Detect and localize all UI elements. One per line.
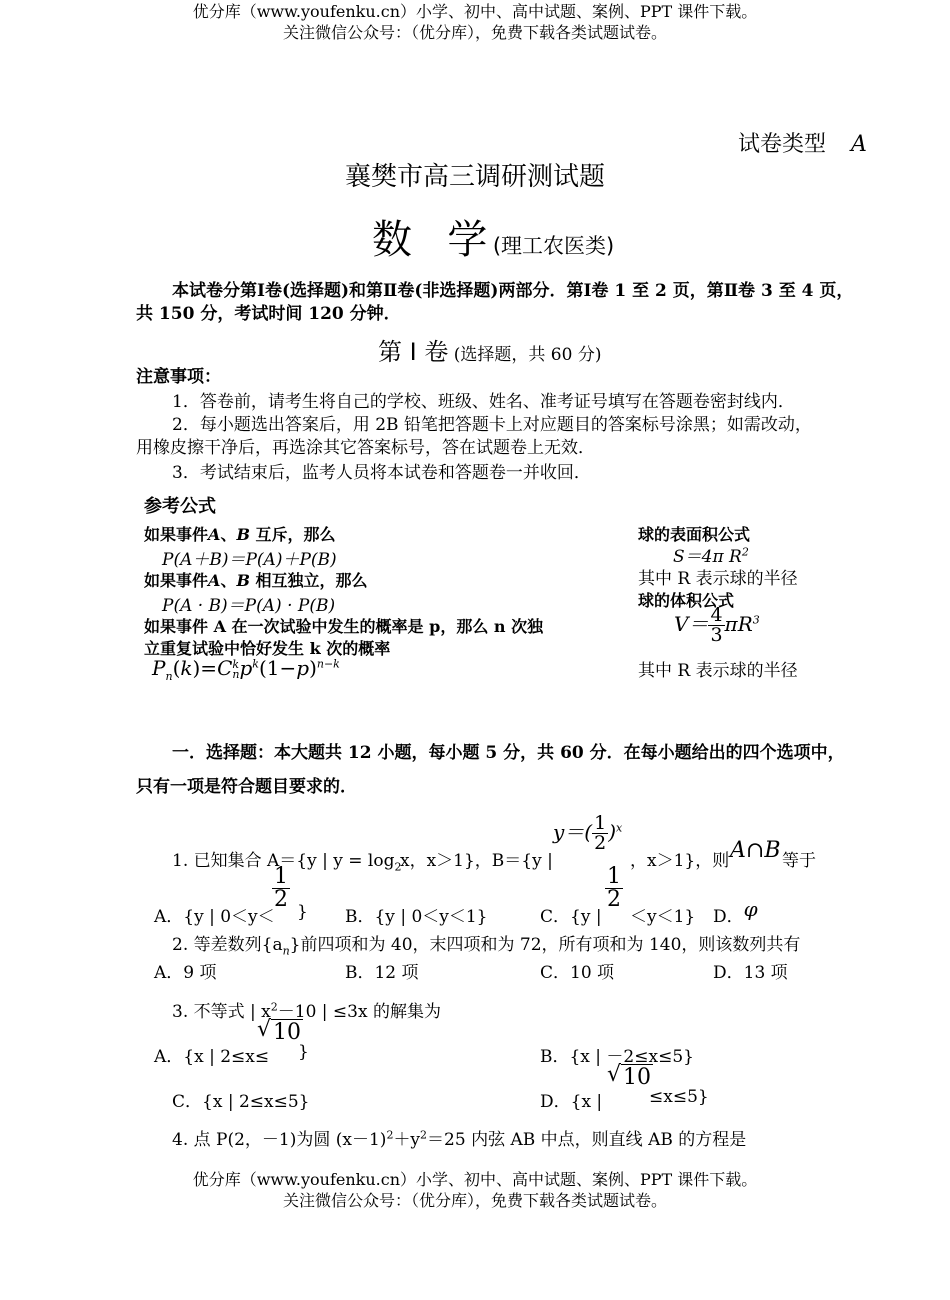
formula-3-expr: $P_n(k)=C$ k n $p^k(1-p)^{n-k}$ [152, 656, 340, 683]
q4-stem-a: 4. 点 P(2，－1)为圆 (x－1) [172, 1130, 387, 1150]
q1-stem-c: ，x＞1}，则 [630, 851, 730, 871]
q1-option-d[interactable] [713, 897, 758, 927]
paper-type [738, 127, 867, 158]
paper-type-value: A [851, 132, 867, 157]
formula-3-line-2: 立重复试验中恰好发生 k 次的概率 [144, 639, 391, 658]
q2-option-a[interactable]: A．9 项 [154, 963, 217, 983]
q1-option-c[interactable]: C．{y | [540, 907, 602, 927]
q1-option-b[interactable]: B．{y | 0＜y＜1} [345, 907, 488, 927]
formula-3-line-1: 如果事件 A 在一次试验中发生的概率是 p，那么 n 次独 [144, 617, 544, 636]
section1-line-2: 只有一项是符合题目要求的． [136, 777, 357, 797]
q3-option-a[interactable]: A．{x | 2≤x≤ [154, 1047, 270, 1067]
q2-option-d[interactable]: D．13 项 [713, 963, 788, 983]
sphere-vol-heading: 球的体积公式 [638, 591, 735, 610]
q3-stem-a: 3. 不等式 | x [172, 1002, 271, 1022]
q1-option-a[interactable] [154, 902, 275, 927]
q3-stem-b: －10 | ≤3x 的解集为 [277, 1002, 441, 1022]
formula-1-cond: 互斥，那么 [249, 525, 336, 544]
footer-line-2: 关注微信公众号：（优分库），免费下载各类试题试卷。 [282, 1191, 667, 1210]
subject-heading [372, 208, 614, 265]
formula-2-label [144, 568, 368, 591]
q2-option-b[interactable]: B．12 项 [345, 963, 419, 983]
q1-option-d-label: D． [713, 907, 744, 927]
q4-stem-c: ＝25 内弦 AB 中点，则直线 AB 的方程是 [427, 1130, 747, 1150]
formula-heading: 参考公式 [144, 496, 216, 517]
sphere-vol-expr: V＝ $\frac{4}{3}$ $\pi R^3$ [674, 604, 760, 646]
q3-option-a-end: } [298, 1042, 309, 1062]
notice-item-1: 1．答卷前，请考生将自己的学校、班级、姓名、准考证号填写在答题卷密封线内． [172, 392, 795, 412]
formula-1-label-text: 如果事件 [144, 525, 209, 544]
formula-2-sep: 、 [220, 571, 237, 590]
sphere-area-heading: 球的表面积公式 [638, 525, 751, 544]
sphere-area-expr: S＝4π $R^2$ [673, 545, 749, 567]
part1-heading [378, 332, 601, 367]
sphere-area-note: 其中 R 表示球的半径 [638, 569, 798, 589]
paper-title: 襄樊市高三调研测试题 [344, 162, 605, 192]
formula-1-expr: P(A＋B)＝P(A)＋P(B) [162, 550, 337, 570]
q2-stem-text-b: }前四项和为 40，末四项和为 72，所有项和为 140，则该数列共有 [289, 935, 801, 955]
formula-1-sep: 、 [220, 525, 237, 544]
q3-option-d-end: ≤x≤5} [649, 1087, 709, 1107]
q1-intersection: A∩B [730, 838, 781, 863]
notice-heading: 注意事项： [136, 367, 221, 387]
notice-item-2-line-2: 用橡皮擦干净后，再选涂其它答案标号，答在试题卷上无效． [136, 438, 595, 458]
q1-option-d-value: φ [743, 897, 758, 921]
sphere-area-expr-text: S＝4π R [673, 547, 742, 567]
section1-line-1: 一．选择题：本大题共 12 小题，每小题 5 分，共 60 分．在每小题给出的四个选项中， [172, 743, 845, 763]
subject-note: (理工农医类) [492, 234, 615, 258]
q3-stem: 3. 不等式 | $x^2-10$ | ≤3x 的解集为 [172, 1000, 441, 1022]
q1-stem-b: x，x＞1}，B＝{y | [400, 851, 553, 871]
formula-2-event-a: A [208, 571, 221, 590]
q2-option-c[interactable]: C．10 项 [540, 963, 615, 983]
part1-title: 第 Ⅰ 卷 [378, 338, 449, 366]
q3-option-a-sqrt: √ 10 [257, 1017, 301, 1045]
formula-1-event-b: B [236, 525, 250, 544]
q1-option-a-text: A．{y | 0＜y＜ [154, 907, 275, 927]
formula-2-cond: 相互独立，那么 [249, 571, 368, 590]
q1-option-c-end: ＜y＜1} [630, 907, 696, 927]
formula-2-label-text: 如果事件 [144, 571, 209, 590]
intro-line-1: 本试卷分第Ⅰ卷(选择题)和第Ⅱ卷(非选择题)两部分．第Ⅰ卷 1 至 2 页，第Ⅱ卷 3 至 4 页， [172, 281, 854, 301]
subject-char-2: 学 [447, 217, 488, 263]
q1-option-a-frac: $\frac{1}{2}$ [274, 864, 288, 912]
formula-2-expr: P(A · B)＝P(A) · P(B) [162, 596, 336, 616]
q3-option-d[interactable]: D．{x | [540, 1092, 603, 1112]
q2-stem-text: 2. 等差数列{a [172, 935, 283, 955]
q4-stem: 4. 点 P(2，－1)为圆 $(x-1)^2+y^2=25$ 内弦 AB 中点，则直线 AB 的方程是 [172, 1128, 747, 1150]
q1-option-a-end: } [297, 902, 308, 922]
q2-stem: 2. 等差数列$\{a_n\}$前四项和为 40，末四项和为 72，所有项和为 140，则该数列共有 [172, 935, 801, 958]
q4-stem-b: ＋y [393, 1130, 421, 1150]
q1-stem-a: 1. 已知集合 A＝{y | $y = \log_2$ [172, 851, 402, 874]
part1-note: (选择题，共 60 分) [453, 345, 602, 365]
q1-stem-a-text: 1. 已知集合 A＝{y | y = log [172, 851, 395, 871]
intro-line-2: 共 150 分，考试时间 120 分钟． [136, 304, 401, 324]
q3-option-d-sqrt: √ 10 [607, 1062, 651, 1090]
header-line-2: 关注微信公众号：（优分库），免费下载各类试题试卷。 [282, 23, 667, 42]
q3-option-c[interactable]: C．{x | 2≤x≤5} [172, 1092, 310, 1112]
q3-option-b[interactable]: B．{x | －2≤x≤5} [540, 1047, 694, 1067]
sphere-vol-note: 其中 R 表示球的半径 [638, 661, 798, 681]
notice-item-2-line-1: 2．每小题选出答案后，用 2B 铅笔把答题卡上对应题目的答案标号涂黑；如需改动， [172, 415, 812, 435]
footer-line-1: 优分库（www.youfenku.cn）小学、初中、高中试题、案例、PPT 课件下载。 [192, 1170, 758, 1189]
header-line-1: 优分库（www.youfenku.cn）小学、初中、高中试题、案例、PPT 课件下载。 [192, 2, 758, 21]
formula-1-event-a: A [208, 525, 221, 544]
q1-stem-d: 等于 [782, 851, 816, 871]
paper-type-label: 试卷类型 [738, 132, 827, 157]
notice-item-3: 3．考试结束后，监考人员将本试卷和答题卷一并收回． [172, 463, 591, 483]
formula-1-label [144, 522, 336, 545]
q1-function-expr: y＝( $\frac{1}{2}$ )$^x$ [553, 812, 623, 854]
q1-option-c-frac: $\frac{1}{2}$ [607, 864, 621, 912]
subject-char-1: 数 [372, 217, 412, 263]
formula-2-event-b: B [236, 571, 250, 590]
